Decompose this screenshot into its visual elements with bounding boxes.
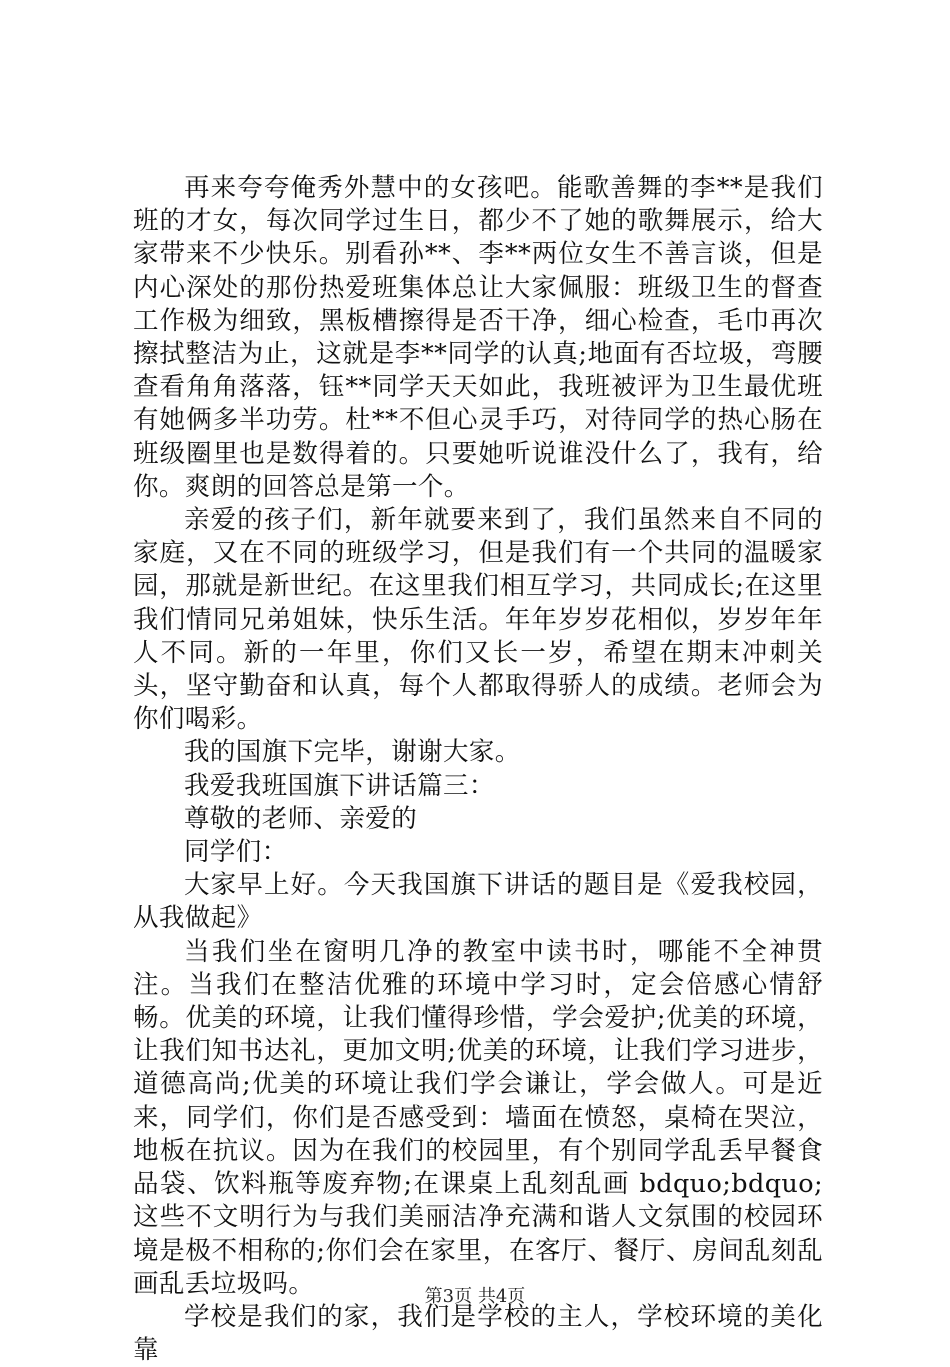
page-footer: 第3页 共4页 — [424, 1286, 526, 1307]
salutation-students: 同学们： — [184, 837, 288, 868]
paragraph-school-home: 学校是我们的家，我们是学校的主人，学校环境的美化靠 — [133, 1301, 823, 1366]
paragraph-girls-praise: 再来夸夸俺秀外慧中的女孩吧。能歌善舞的李**是我们班的才女，每次同学过生日，都少不了她的歌舞展示，给大家带来不少快乐。别看孙**、李**两位女生不善言谈，但是内心深处的那份热爱班集体总让大家佩服：班级卫生的督查工作极为细致，黑板槽擦得是否干净，细心检查，毛巾再次擦拭整洁为止，这就是李**同学的认真;地面有否垃圾，弯腰查看角角落落，钰**同学天天如此，我班被评为卫生最优班有她俩多半功劳。杜**不但心灵手巧，对待同学的热心肠在班级圈里也是数得着的。只要她听说谁没什么了，我有，给你。爽朗的回答总是第一个。 — [133, 173, 823, 502]
paragraph-speech-title: 大家早上好。今天我国旗下讲话的题目是《爱我校园，从我做起》 — [133, 870, 823, 934]
section-heading: 我爱我班国旗下讲话篇三： — [184, 770, 495, 801]
paragraph-environment: 当我们坐在窗明几净的教室中读书时，哪能不全神贯注。当我们在整洁优雅的环境中学习时，定会倍感心情舒畅。优美的环境，让我们懂得珍惜，学会爱护;优美的环境，让我们知书达礼，更加文明;优美的环境，让我们学习进步，道德高尚;优美的环境让我们学会谦让，学会做人。可是近来，同学们，你们是否感受到：墙面在愤怒，桌椅在哭泣，地板在抗议。因为在我们的校园里，有个别同学乱丢早餐食品袋、饮料瓶等废弃物;在课桌上乱刻乱画 bdquo;bdquo;这些不文明行为与我们美丽洁净充满和谐人文氛围的校园环境是极不相称的;你们会在家里，在客厅、餐厅、房间乱刻乱画乱丢垃圾吗。 — [133, 936, 823, 1299]
paragraph-closing: 我的国旗下完毕，谢谢大家。 — [184, 737, 521, 768]
paragraph-new-year: 亲爱的孩子们，新年就要来到了，我们虽然来自不同的家庭，又在不同的班级学习，但是我们有一个共同的温暖家园，那就是新世纪。在这里我们相互学习，共同成长;在这里我们情同兄弟姐妹，快乐生活。年年岁岁花相似，岁岁年年人不同。新的一年里，你们又长一岁，希望在期末冲刺关头，坚守勤奋和认真，每个人都取得骄人的成绩。老师会为你们喝彩。 — [133, 505, 823, 735]
salutation-teachers: 尊敬的老师、亲爱的 — [184, 803, 418, 834]
document-body — [133, 172, 823, 1367]
